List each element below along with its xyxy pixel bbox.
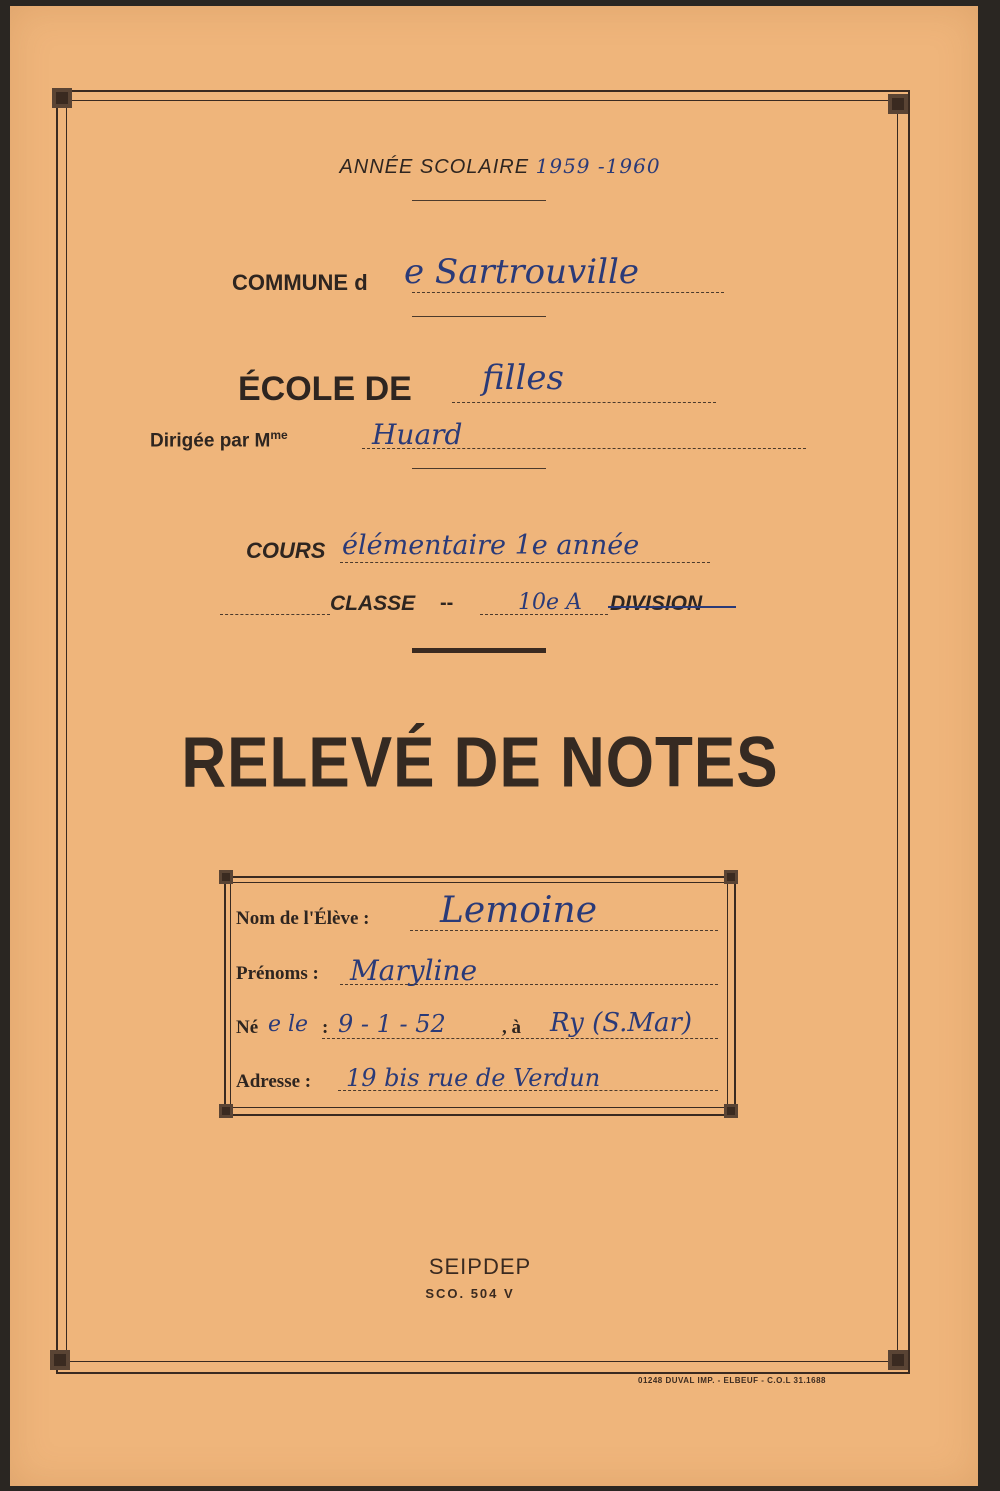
classe-fill-line	[480, 614, 608, 615]
publisher-logo	[0, 1254, 960, 1280]
division-strikethrough	[608, 606, 736, 608]
printer-imprint: 01248 DUVAL IMP. - ELBEUF - C.O.L 31.1688	[638, 1376, 826, 1385]
prenoms-label: Prénoms :	[236, 963, 319, 984]
classe-fill-line-left	[220, 614, 330, 615]
box-corner-top-left	[219, 870, 233, 884]
school-year	[0, 154, 1000, 179]
direction-fill-line	[362, 448, 806, 449]
direction-title: me	[270, 428, 288, 442]
school-year-label: ANNÉE SCOLAIRE	[339, 156, 530, 178]
cours-value: élémentaire 1e année	[342, 530, 640, 561]
corner-ornament-bottom-right	[888, 1350, 908, 1370]
ecole-label: ÉCOLE DE	[238, 370, 412, 408]
prenoms-value: Maryline	[350, 954, 478, 987]
ne-handwritten: e le	[268, 1012, 309, 1037]
nom-label: Nom de l'Élève :	[236, 908, 370, 929]
box-corner-top-right	[724, 870, 738, 884]
commune-fill-line	[412, 292, 724, 293]
direction-value: Huard	[372, 418, 463, 451]
ecole-value: filles	[482, 358, 564, 398]
publisher-logo-text: SEIPDEP	[428, 1254, 532, 1279]
ecole-fill-line	[452, 402, 716, 403]
corner-ornament-bottom-left	[50, 1350, 70, 1370]
divider-line	[412, 468, 546, 469]
nom-fill-line	[410, 930, 718, 931]
ne-colon: :	[322, 1017, 329, 1038]
direction-label	[150, 428, 288, 452]
corner-ornament-top-right	[888, 94, 908, 114]
division-label: DIVISION	[610, 592, 703, 615]
publisher-code: SCO. 504 V	[425, 1286, 515, 1301]
nom-value: Lemoine	[440, 890, 598, 931]
classe-label: CLASSE	[330, 592, 416, 615]
classe-dashes: --	[440, 592, 454, 614]
main-title: RELEVÉ DE NOTES	[181, 723, 779, 803]
school-year-value: 1959 -1960	[535, 154, 661, 178]
cours-label: COURS	[246, 538, 326, 563]
box-corner-bottom-left	[219, 1104, 233, 1118]
cours-fill-line	[340, 562, 710, 563]
adresse-label: Adresse :	[236, 1071, 312, 1092]
box-corner-bottom-right	[724, 1104, 738, 1118]
birth-place: Ry (S.Mar)	[550, 1008, 693, 1038]
commune-value: e Sartrouville	[404, 252, 639, 292]
adresse-fill-line	[338, 1090, 718, 1091]
prenoms-fill-line	[340, 984, 718, 985]
divider-line	[412, 316, 546, 317]
ne-fill-line	[322, 1038, 718, 1039]
direction-label-text: Dirigée par M	[150, 430, 271, 452]
birth-date: 9 - 1 - 52	[338, 1010, 446, 1038]
corner-ornament-top-left	[52, 88, 72, 108]
ne-label: Né	[236, 1017, 259, 1038]
classe-value: 10e A	[518, 590, 582, 615]
divider-line	[412, 200, 546, 201]
commune-label: COMMUNE d	[232, 270, 368, 295]
thick-divider	[412, 648, 546, 653]
birth-place-label: , à	[502, 1017, 521, 1038]
adresse-value: 19 bis rue de Verdun	[346, 1064, 601, 1092]
